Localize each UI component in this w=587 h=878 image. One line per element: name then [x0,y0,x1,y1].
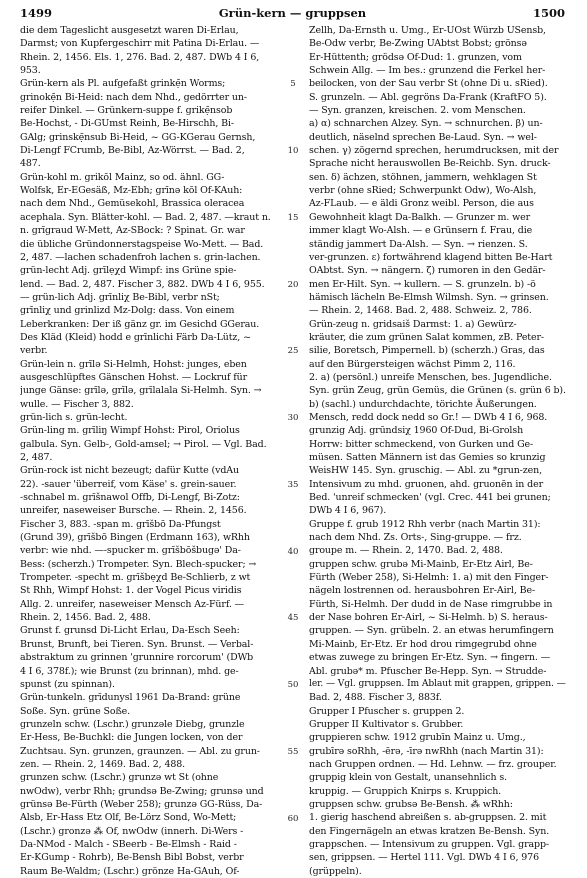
text-line: sen, grippsen. — Hertel 111. Vgl. DWb 4 I 6, 976 [309,852,539,864]
text-line: Er-KGump - Rohrb), Be-Bensh Bibl Bobst, verbr [20,852,244,864]
text-line: -schnabel m. grīšnawol Offb, Di-Lengf, Bi-Zotz: [20,492,240,504]
text-line: nach dem Nhd. Zs. Orts-, Sing-gruppe. — frz. [309,532,522,544]
text-line: — grün-lich Adj. grīnliχ Be-Bibl, verbr nSt; [20,291,220,303]
line-number: 35 [287,479,299,490]
text-line: junge Gänse: grīlə, grīlə, grīlalala Si-Helmh. Syn. → [20,385,262,397]
text-line: Grün-lein n. grīlə Si-Helmh, Hohst: junges, eben [20,358,247,370]
page-header [20,6,565,24]
text-line: Schwein Allg. — Im bes.: grunzend die Ferkel her- [309,65,546,77]
text-line: Fürth, Si-Helmh. Der dudd in de Nase rimgrubbe in [309,598,553,610]
text-line: Grün-zeug n. gridsaiš Darmst: 1. a) Gewürz- [309,318,517,330]
text-line: Grün-tunkeln. grīdunysl 1961 Da-Brand: grüne [20,692,241,704]
text-line: Syn. grün Zeug, grün Gemüs, die Grünen (s. grün 6 b). [309,385,566,397]
text-line: deutlich, näselnd sprechen Be-Laud. Syn. → wel- [309,131,537,143]
text-line: Leberkranken: Der iß gänz gr. im Gesichd GGerau. [20,318,260,330]
text-line: ständig jammert Da-Alsh. — Syn. → rienzen. S. [309,238,528,250]
text-line: spunst (zu spinnan). [20,678,115,690]
text-line: Fürth (Weber 258), Si-Helmh: 1. a) mit den Finger- [309,572,549,584]
text-line: Rhein. 2, 1456. Bad. 2, 488. [20,612,151,624]
text-line: Grün-rock ist nicht bezeugt; dafür Kutte (vdAu [20,465,239,477]
text-line: grunzeln schw. (Lschr.) grunzəle Diebg, grunzle [20,718,245,730]
text-line: Allg. 2. unreifer, naseweiser Mensch Az-Fürf. — [20,598,245,610]
text-line: die übliche Gründonnerstagspeise Wo-Mett. — Bad. [20,238,264,250]
line-number: 60 [287,813,299,824]
text-line: Be-Hochst, - Di-GUmst Reinh, Be-Hirschh, Bi- [20,118,235,130]
line-number: 15 [287,212,299,223]
text-line: verbr: wie nhd. —-spucker m. grīšbōšbugə' Da- [20,545,241,557]
text-line: grünsə Be-Fürth (Weber 258); grunzə GG-Rüss, Da- [20,798,263,810]
text-line: GAlg; grinskẹ̄nsub Bi-Heid, ~ GG-KGerau Gernsh, [20,131,256,143]
text-line: Gruppe f. grub 1912 Rhh verbr (nach Martin 31): [309,518,541,530]
text-line: nach Gruppen ordnen. — Hd. Lehnw. — frz. grouper. [309,758,557,770]
text-line: silie, Boretsch, Pimpernell. b) (scherzh.) Gras, das [309,345,545,357]
text-line: Soße. Syn. grüne Soße. [20,705,131,717]
text-line: wulle. — Fischer 3, 882. [20,398,134,410]
text-line: — Syn. granzen, kreischen. 2. vom Menschen. [309,105,526,117]
text-line: die dem Tageslicht ausgesetzt waren Di-Erlau, [20,25,239,36]
text-line: n. grīgraud W-Mett, Az-SBock: ? Spinat. Gr. war [20,225,245,237]
text-line: beilocken, von der Sau verbr St (ohne Di u. sRied). [309,78,548,90]
text-line: Rhein. 2, 1456. Els. 1, 276. Bad. 2, 487. DWb 4 I 6, [20,51,260,63]
text-line: reifer Dinkel. — Grünkern-suppe f. grikẹ̄nsob [20,105,233,117]
text-line: den Fingernägeln an etwas kratzen Be-Bensh. Syn. [309,825,550,837]
text-line: nwOdw), verbr Rhh; grundsə Be-Zwing; grunsə und [20,785,264,797]
line-number: 55 [287,746,299,757]
text-line: auf den Bürgersteigen wächst Pimm 2, 116. [309,358,516,370]
text-line: Be-Odw verbr, Be-Zwing UAbtst Bobst; grönsə [309,38,527,50]
text-line: Zellh, Da-Ernsth u. Umg., Er-UOst Würzb USensb, [309,25,546,36]
text-line: ver-grunzen. ε) fortwährend klagend bitten Be-Hart [309,251,553,263]
text-line: immer klagt Wo-Alsh. — e Grünsern f. Frau, die [309,225,533,237]
text-line: Di-Lengf FCrumb, Be-Bibl, Az-Wörrst. — Bad. 2, [20,145,245,157]
line-number: 40 [287,546,299,557]
text-line: grubīrə soRhh, -ērə, -īrə nwRhh (nach Martin 31): [309,745,544,757]
text-line: hämisch lächeln Be-Elmsh Wilmsh. Syn. → grinsen. [309,291,549,303]
text-line: grīnliχ und grinlizd Mz-Dolg: dass. Von einem [20,305,235,317]
text-line: schen. γ) zögernd sprechen, herumdrucksen, mit der [309,145,559,157]
text-line: 953. [20,65,41,77]
text-line: verbr (ohne sRied; Schwerpunkt Odw), Wo-Alsh, [309,185,537,197]
text-line: Horrw: bitter schmeckend, von Gurken und Ge- [309,438,534,450]
line-number: 20 [287,279,299,290]
text-line: zen. — Rhein. 2, 1469. Bad. 2, 488. [20,758,186,770]
line-number: 5 [290,79,296,90]
text-line: gruppig klein von Gestalt, unansehnlich s. [309,772,507,784]
text-line: müsen. Satten Männern ist das Gemies so krunzig [309,452,546,463]
text-line: OAbtst. Syn. → nängern. ζ) rumoren in den Gedär- [309,265,546,277]
text-line: grün-lecht Adj. grīlẹχd Wimpf: ins Grüne spie- [20,265,237,277]
text-line: grün-lich s. grün-lecht. [20,411,128,423]
text-line: Darmst; von Kupfergeschirr mit Patina Di-Erlau. — [20,38,260,50]
page-number-right: 1500 [532,6,565,20]
text-line: Bess: (scherzh.) Trompeter. Syn. Blech-spucker; → [20,558,257,570]
text-line: Abl. grubə* m. Pfuscher Be-Hepp. Syn. → Strudde- [309,665,547,677]
text-line: S. grunzeln. — Abl. gegröns Da-Frank (KraftFO 5). [309,91,547,103]
text-line: verbr. [20,345,48,357]
text-line: WeisHW 145. Syn. gruschig. — Abl. zu *grun-zen, [309,465,543,477]
line-number: 10 [287,146,299,157]
text-line: 2. a) (persönl.) unreife Menschen, bes. Jugendliche. [309,371,552,383]
text-line: grunzen schw. (Lschr.) grunzə wt St (ohne [20,772,219,784]
text-line: groupe m. — Rhein. 2, 1470. Bad. 2, 488. [309,545,503,557]
text-line: Grün-kern als Pl. aufgefaßt grinkẹ̄n Worms; [20,78,226,90]
text-line: Sprache nicht herauswollen Be-Reichb. Syn. druck- [309,158,551,170]
text-line: DWb 4 I 6, 967). [309,505,387,517]
text-line: a) α) schnarchen Alzey. Syn. → schnurchen. β) un- [309,118,543,130]
line-number: 30 [287,413,299,424]
text-line: Des Kläd (Kleid) hodd e grīnlichi Färb Da-Lütz, ~ [20,331,251,343]
text-line: kruppig. — Gruppich Knirps s. Kruppich. [309,785,502,797]
text-line: Da-NMod - Malch - SBeerb - Be-Elmsh - Raid - [20,838,237,850]
text-line: b) (sachl.) undurchdachte, törichte Äußerungen. [309,398,537,410]
text-line: galbula. Syn. Gelb-, Gold-amsel; → Pirol. — Vgl. Bad. [20,438,267,450]
text-line: gruppen. — Syn. grübeln. 2. an etwas herumfingern [309,625,554,637]
text-line: men Er-Hilt. Syn. → kullern. — S. grunzeln. b) -ö [309,278,536,290]
text-line: kräuter, die zum grünen Salat kommen, zB. Peter- [309,331,544,343]
text-line: 1. gierig haschend abreißen s. ab-gruppsen. 2. mit [309,812,547,824]
text-line: ler. — Vgl. gruppsen. Im Ablaut mit grappen, grippen. — [309,678,566,689]
text-line: 2, 487. [20,452,53,463]
text-line: grinokẹ̄n Bi-Heid: nach dem Nhd., gedörrter un- [20,91,247,103]
text-line: (grüppeln). [309,865,362,877]
line-number: 50 [287,680,299,691]
text-line: gruppieren schw. 1912 grubīn Mainz u. Umg., [309,732,526,744]
page-number-left: 1499 [20,6,53,20]
text-line: (Lschr.) gronzə ⁂ Of, nwOdw (innerh. Di-Wers - [20,825,244,837]
text-line: abstraktum zu grinnen 'grunnire rorcorum' (DWb [20,652,254,664]
text-line: Raum Be-Waldm; (Lschr.) grönze Ha-GAuh, Of- [20,865,240,877]
text-line: Grupper I Pfuscher s. gruppen 2. [309,705,465,717]
text-line: Zuchtsau. Syn. grunzen, graunzen. — Abl. zu grun- [20,745,260,757]
running-head: Grün-kern — gruppsen [218,6,367,20]
text-line: gruppen schw. grubə Mi-Mainb, Er-Etz Airl, Be- [309,558,533,570]
text-line: Grün-kohl m. grikōl Mainz, so od. ähnl. GG- [20,171,225,183]
text-line: Mi-Mainb, Er-Etz. Er hod drou rimgegrubd ohne [309,638,537,650]
text-line: Bad. 2, 488. Fischer 3, 883f. [309,692,442,704]
text-line: Wolfsk, Er-EGesäß, Mz-Ebh; grīnə kōl Of-KAuh: [20,185,243,197]
line-number: 45 [287,613,299,624]
text-line: grappschen. — Intensivum zu gruppen. Vgl. grapp- [309,838,550,850]
text-line: Az-FLaub. — e äldi Gronz weibl. Person, die aus [309,198,534,210]
text-line: Fischer 3, 883. -span m. grīšbō Da-Pfungst [20,518,221,530]
text-line: Grunst f. grunsd Di-Licht Erlau, Da-Esch Seeh: [20,625,240,637]
text-line: nägeln lostrennen od. herausbohren Er-Airl, Be- [309,585,536,597]
text-line: Alsb, Er-Hass Etz Olf, Be-Lörz Sond, Wo-Mett; [20,812,237,824]
text-line: St Rhh, Wimpf Hohst: 1. der Vogel Picus viridis [20,585,242,597]
text-line: Grupper II Kultivator s. Grubber. [309,718,464,730]
text-line: Er-Hüttenth; grödsə Of-Dud: 1. grunzen, vom [309,51,522,63]
text-line: grunzig Adj. grūndsiχ 1960 Of-Dud, Bi-Grolsh [309,425,524,437]
text-line: Trompeter. -specht m. grīšbẹχd Be-Schlierb, z wt [20,572,251,584]
text-line: 22). -sauer 'überreif, vom Käse' s. grein-sauer. [20,478,237,490]
line-number: 25 [287,346,299,357]
text-line: 487. [20,158,41,170]
text-line: sen. δ) ächzen, stöhnen, jammern, wehklagen St [309,171,537,183]
text-line: — Rhein. 2, 1468. Bad. 2, 488. Schweiz. 2, 786. [309,305,532,317]
text-line: gruppsen schw. grubsə Be-Bensh. ⁂ wRhh: [309,798,513,810]
text-line: lend. — Bad. 2, 487. Fischer 3, 882. DWb 4 I 6, 955. [20,278,265,290]
text-line: Bed. 'unreif schmecken' (vgl. Crec. 441 bei grunen; [309,492,551,504]
text-line: ausgeschlüpftes Gänschen Hohst. — Lockruf für [20,371,248,383]
text-line: Mensch, redd dock nedd so Gr.! — DWb 4 I 6, 968. [309,411,548,423]
text-line: 2, 487. —lachen schadenfroh lachen s. grin-lachen. [20,251,261,263]
left-column [20,24,275,878]
text-line: nach dem Nhd., Gemüsekohl, Brassica oleracea [20,198,245,210]
text-line: Intensivum zu mhd. gruonen, ahd. gruonēn in der [309,478,543,490]
text-line: Gewohnheit klagt Da-Balkh. — Grunzer m. wer [309,211,531,223]
text-line: Er-Hess, Be-Buchkl: die Jungen locken, von der [20,732,243,744]
text-line: unreifer, naseweiser Bursche. — Rhein. 2, 1456. [20,505,247,517]
text-line: acephala. Syn. Blätter-kohl. — Bad. 2, 487. —kraut n. [20,211,271,223]
right-column [309,24,566,878]
text-line: etwas zuwege zu bringen Er-Etz. Syn. → fingern. — [309,652,551,664]
text-line: Brunst, Brunft, bei Tieren. Syn. Brunst. — Verbal- [20,638,254,650]
text-line: der Nase bohren Er-Airl, ~ Si-Helmh. b) S. heraus- [309,612,548,624]
text-line: (Grund 39), grīšbō Bingen (Erdmann 163), wRhh [20,532,250,544]
text-line: Grün-ling m. grīliŋ Wimpf Hohst: Pirol, Oriolus [20,425,240,437]
text-line: 4 I 6, 378f.); wie Brunst (zu brinnan), mhd. ge- [20,665,239,677]
